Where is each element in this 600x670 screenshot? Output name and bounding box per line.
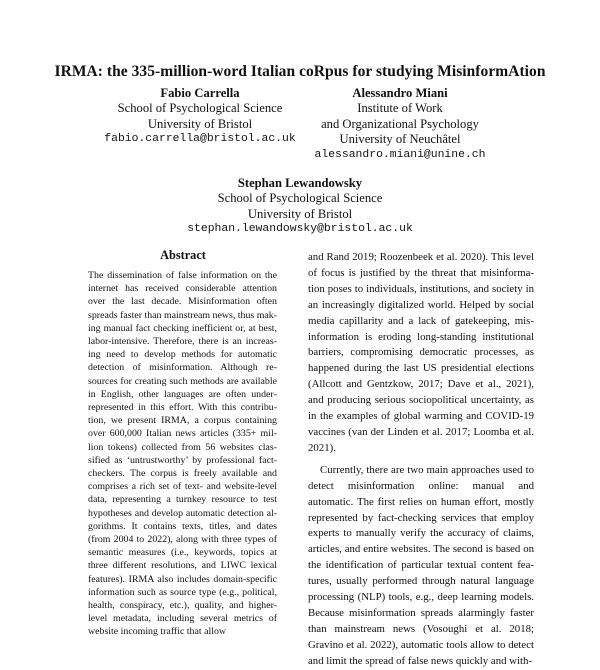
author-email: alessandro.miani@unine.ch [314,148,486,161]
abstract-text: The dissemination of false information on the internet has received considerable attention over the last decade. Misinformation often spreads faster than mainstream news, thus making manual fact checking inefficient or, at best, labor-intensive. Therefore, there is an increasing need to develop methods for automatic detection of misinformation. Although resources for creating such methods are available in English, other languages are often underrepresented in this effort. With this contribution, we present IRMA, a corpus containing over 600,000 Italian news articles (335+ million tokens) collected from 56 websites classified as ‘untrustworthy’ by professional factcheckers. The corpus is freely available and comprises a rich set of text- and website-level data, representing a turnkey resource to test hypotheses and develop automatic detection algorithms. It contains texts, titles, and dates (from 2004 to 2022), along with three types of semantic measures (i.e., keywords, topics at three different resolutions, and LIWC lexical features). IRMA also includes domain-specific information such as source type (e.g., political, health, conspiracy, etc.), quality, and higher-level metadata, including several metrics of website incoming traffic that allow [88,270,277,638]
body-paragraph: and Rand 2019; Roozenbeek et al. 2020). This level of focus is justified by the threat that misinformation poses to individuals, institutions, and society in an increasingly digitalized world. Helped by social media capillarity and a lack of gatekeeping, misinformation is eroding long-standing institutional barriers, compromising democratic processes, as happened during the last US presidential elections (Allcott and Gentzkow, 2017; Dave et al., 2021), and producing serious sociopolitical uncertainty, as in the examples of global warming and COVID-19 vaccines (van der Linden et al. 2017; Loomba et al. 2021). [308,251,534,454]
abstract-heading: Abstract [160,248,206,262]
author-block [150,176,450,238]
author-name: Alessandro Miani [352,86,448,100]
author-block [85,86,315,148]
body-column-right [308,250,534,670]
paper-title: IRMA: the 335-million-word Italian coRpus for studying MisinformAtion [54,63,546,80]
author-name: Stephan Lewandowsky [237,176,363,190]
author-block [285,86,515,163]
body-paragraph: Currently, there are two main approaches used to detect misinformation online: manual and automatic. The first relies on human effort, mostly represented by fact-checking services that employ experts to manually verify the accuracy of claims, articles, and entire websites. The second is based on the identification of particular textual content features, usually performed through natural language processing (NLP) tools, e.g., deep learning models. Because misinformation spreads alarmingly faster than mainstream news (Vosoughi et al. 2018; Gravino et al. 2022), automatic tools allow to detect and limit the spread of false news quickly and with- [308,463,534,667]
author-affiliation: University of Bristol [147,116,253,131]
author-email: fabio.carrella@bristol.ac.uk [104,133,296,146]
author-affiliation: and Organizational Psychology [321,116,479,131]
author-email: stephan.lewandowsky@bristol.ac.uk [187,223,413,236]
author-affiliation: University of Bristol [247,206,353,221]
author-affiliation: University of Neuchâtel [339,132,461,147]
author-affiliation: School of Psychological Science [217,191,383,206]
author-name: Fabio Carrella [160,86,240,100]
author-affiliation: School of Psychological Science [117,101,283,116]
author-affiliation: Institute of Work [357,101,443,116]
